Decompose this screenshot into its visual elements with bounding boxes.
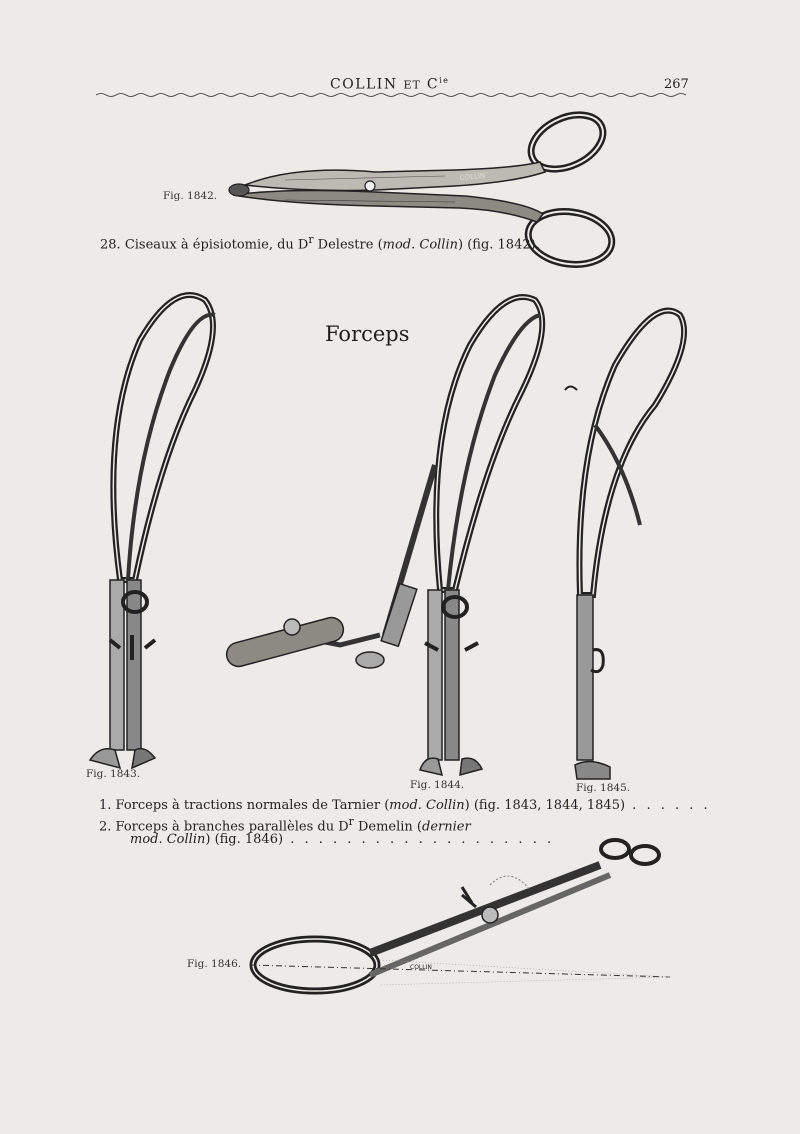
fig-1844-label: Fig. 1844.	[410, 779, 465, 791]
item-2-dr-sup: r	[348, 815, 354, 828]
scissors-collin-mark: COLLIN	[459, 171, 486, 182]
item-28-tail: ) (fig. 1842).	[458, 237, 540, 253]
forceps-collin-mark: COLLIN	[410, 964, 432, 971]
item-28-name: Delestre (	[313, 237, 383, 253]
fig-1842-label: Fig. 1842.	[163, 190, 218, 202]
item-28-text: Ciseaux à épisiotomie, du D	[124, 237, 309, 253]
item-28-caption	[100, 233, 540, 252]
fig-1846-label: Fig. 1846.	[187, 958, 242, 970]
item-2-model-a: dernier	[422, 819, 471, 835]
header-wavy-rule	[96, 92, 686, 96]
forceps-1843-engraving	[80, 280, 230, 780]
item-1-text: Forceps à tractions normales de Tarnier (	[115, 798, 390, 813]
item-2-model-b: mod. Collin	[130, 832, 206, 847]
item-1-caption	[99, 798, 711, 813]
fig-1843-label: Fig. 1843.	[86, 768, 141, 780]
header-company-sup: ie	[439, 76, 450, 85]
forceps-1846-engraving	[240, 835, 680, 1015]
item-28-dr-sup: r	[308, 233, 314, 246]
page-number: 267	[664, 77, 689, 92]
forceps-1844-engraving	[220, 285, 560, 780]
section-title: Forceps	[325, 322, 410, 346]
header-et: ET	[403, 78, 421, 92]
item-1-tail: ) (fig. 1843, 1844, 1845)	[464, 798, 626, 813]
item-2-leader: . . . . . . . . . . . . . . . . . . .	[283, 832, 555, 847]
item-1-model: mod. Collin	[389, 798, 465, 813]
item-28-model: mod. Collin	[382, 237, 458, 253]
item-2-name: Demelin (	[353, 819, 422, 835]
item-2-number: 2.	[99, 819, 112, 835]
item-2-text: Forceps à branches parallèles du D	[115, 819, 349, 835]
item-1-number: 1.	[99, 798, 112, 813]
fig-1845-label: Fig. 1845.	[576, 782, 631, 794]
item-28-number: 28.	[100, 237, 121, 253]
header-company: C	[426, 76, 440, 93]
item-1-leader: . . . . . .	[625, 798, 711, 813]
item-2-tail: ) (fig. 1846)	[205, 832, 284, 847]
forceps-1845-engraving	[555, 295, 705, 785]
running-header	[330, 76, 449, 93]
header-brand: COLLIN	[330, 76, 398, 93]
